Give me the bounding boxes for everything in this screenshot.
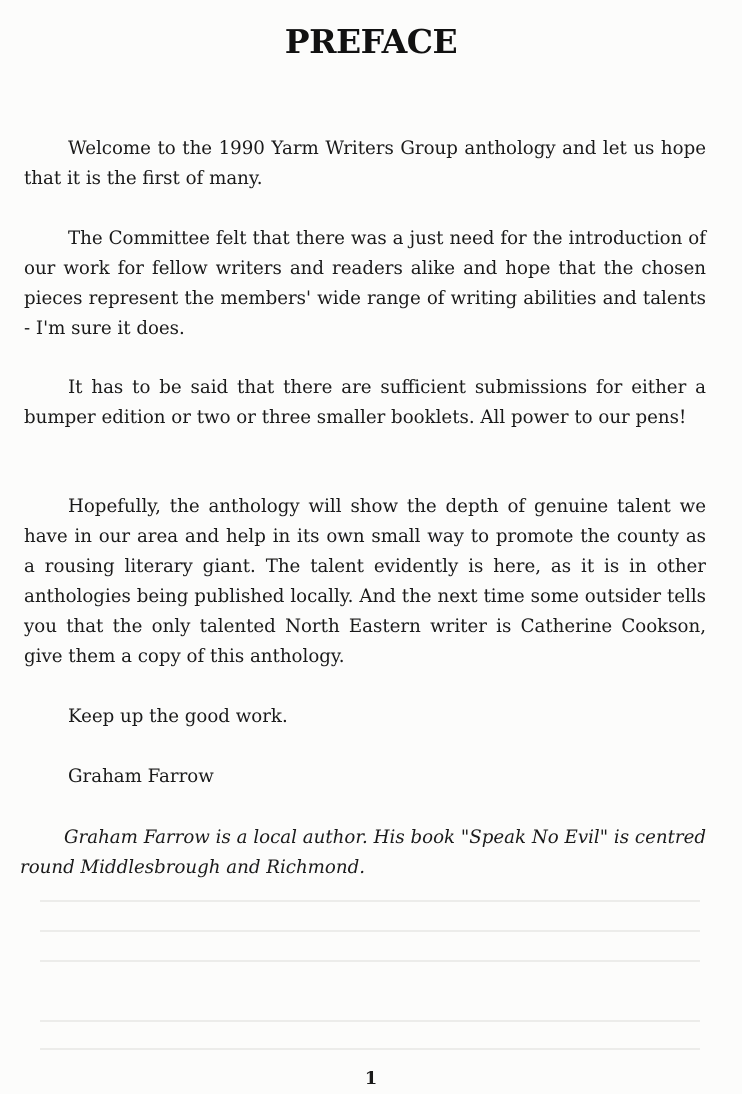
paragraph-talent: Hopefully, the anthology will show the depth of genuine talent we have in our area and help in its own small way to promote the county as a rousing literary giant. The talent evidently is here, as it is in other anthologies being published locally. And the next time some outsider tells you that the only talented North Eastern writer is Catherine Cookson, give them a copy of this anthology. [24,496,706,667]
bleed-through-line [40,900,700,902]
page-title: PREFACE [284,22,458,61]
signature-name: Graham Farrow [68,766,214,787]
paragraph-closing: Keep up the good work. [68,706,288,727]
page-number: 1 [364,1068,378,1089]
bleed-through-line [40,960,700,962]
paragraph-committee: The Committee felt that there was a just need for the introduction of our work for fellow writers and readers alike and hope that the chosen pieces represent the members' wide range of writing abilities and talents - I'm sure it does. [24,228,706,339]
bleed-through-line [40,1048,700,1050]
bleed-through-line [40,930,700,932]
bleed-through-line [40,1020,700,1022]
paragraph-submissions: It has to be said that there are sufficient submissions for either a bumper edition or two or three smaller booklets. All power to our pens! [24,377,706,428]
paragraph-welcome: Welcome to the 1990 Yarm Writers Group anthology and let us hope that it is the first of many. [24,138,706,189]
author-note: Graham Farrow is a local author. His book "Speak No Evil" is centred round Middlesbrough and Richmond. [20,827,706,878]
